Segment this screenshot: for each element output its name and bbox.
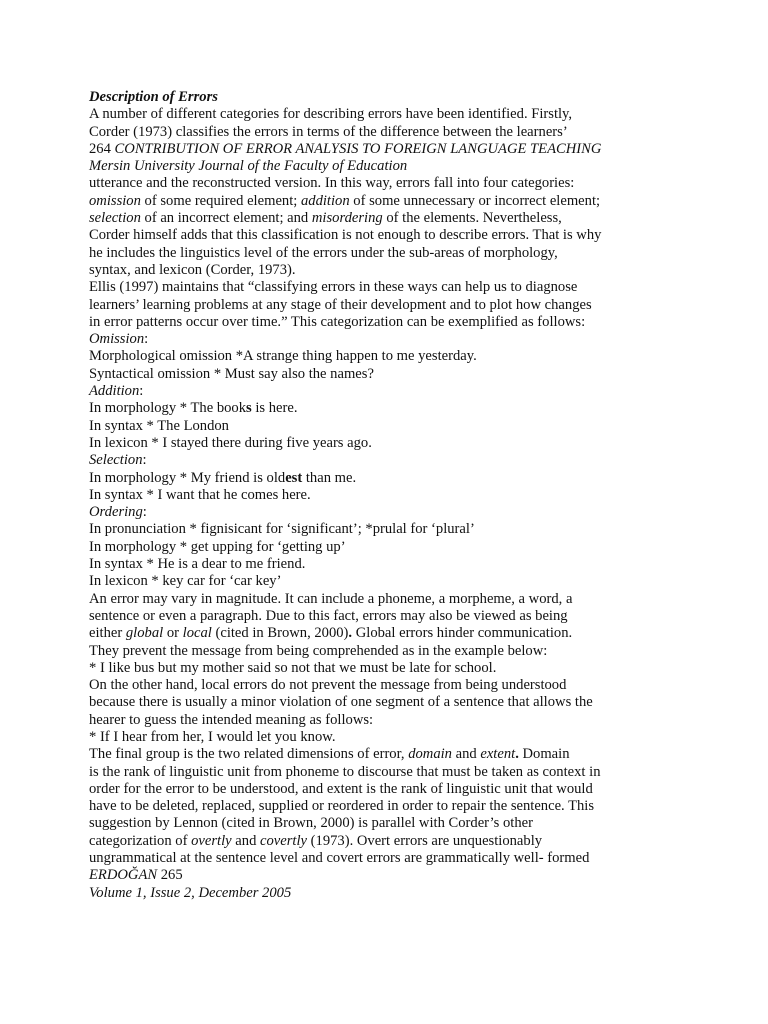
- addition-label: [89, 383, 729, 400]
- omission-example-1: Morphological omission *A strange thing happen to me yesterday.: [89, 348, 477, 365]
- text-fragment: and: [231, 832, 261, 849]
- text-fragment: is here.: [251, 400, 298, 417]
- label-colon: :: [144, 331, 149, 348]
- paragraph-4-line-3: [89, 625, 729, 642]
- ordering-example-2: In morphology * get upping for ‘getting up’: [89, 538, 346, 555]
- text-fragment: Global errors hinder communication.: [352, 625, 573, 642]
- paragraph-2-line-6: syntax, and lexicon (Corder, 1973).: [89, 261, 296, 278]
- omission-label-text: Omission: [89, 331, 145, 348]
- label-colon: :: [139, 383, 144, 400]
- ordering-label-text: Ordering: [89, 504, 143, 521]
- footer-page-number: 265: [157, 867, 183, 884]
- paragraph-3-line-3: in error patterns occur over time.” This categorization can be exemplified as follows:: [89, 313, 586, 330]
- addition-label-text: Addition: [89, 383, 140, 400]
- paragraph-6-line-3: order for the error to be understood, and extent is the rank of linguistic unit that would: [89, 780, 593, 797]
- paragraph-2-line-1: utterance and the reconstructed version. In this way, errors fall into four categories:: [89, 175, 575, 192]
- text-fragment: of the elements. Nevertheless,: [382, 210, 562, 227]
- text-fragment: and: [451, 746, 481, 763]
- text-fragment: (1973). Overt errors are unquestionably: [307, 832, 543, 849]
- paragraph-4-line-4: They prevent the message from being comprehended as in the example below:: [89, 642, 548, 659]
- paragraph-3-line-1: Ellis (1997) maintains that “classifying errors in these ways can help us to diagnose: [89, 279, 578, 296]
- running-head-journal: Mersin University Journal of the Faculty of Education: [89, 158, 408, 175]
- text-fragment: either: [89, 625, 126, 642]
- bold-period: .: [515, 746, 519, 763]
- paragraph-4-line-2: sentence or even a paragraph. Due to this fact, errors may also be viewed as being: [89, 607, 568, 624]
- paragraph-5-line-2: because there is usually a minor violation of one segment of a sentence that allows the: [89, 694, 593, 711]
- text-fragment: of some unnecessary or incorrect element;: [349, 192, 601, 209]
- text-fragment: of an incorrect element; and: [140, 210, 312, 227]
- term-covertly: covertly: [260, 832, 308, 849]
- section-heading: Description of Errors: [89, 89, 218, 105]
- text-fragment: than me.: [302, 469, 357, 486]
- term-misordering: misordering: [311, 210, 383, 227]
- addition-example-2: In syntax * The London: [89, 417, 229, 434]
- ordering-example-1: In pronunciation * fignisicant for ‘significant’; *prulal for ‘plural’: [89, 521, 475, 538]
- paragraph-4-line-1: An error may vary in magnitude. It can include a phoneme, a morpheme, a word, a: [89, 590, 573, 607]
- text-fragment: categorization of: [89, 832, 192, 849]
- ordering-label: [89, 504, 729, 521]
- paragraph-5-example: * If I hear from her, I would let you know.: [89, 728, 336, 745]
- omission-example-2: Syntactical omission * Must say also the names?: [89, 365, 374, 382]
- paragraph-5-line-3: hearer to guess the intended meaning as follows:: [89, 711, 374, 728]
- document-body: [89, 89, 729, 902]
- text-fragment: or: [163, 625, 183, 642]
- paragraph-1-line-1: A number of different categories for describing errors have been identified. Firstly,: [89, 106, 573, 123]
- footer-author: ERDOĞAN: [89, 867, 158, 884]
- term-overtly: overtly: [191, 832, 232, 849]
- paragraph-6-line-6: [89, 833, 729, 850]
- selection-example-1: [89, 470, 729, 487]
- addition-example-3: In lexicon * I stayed there during five years ago.: [89, 434, 372, 451]
- term-omission: omission: [89, 192, 141, 209]
- term-domain: domain: [408, 746, 452, 763]
- bold-morpheme: est: [285, 469, 303, 486]
- text-fragment: Domain: [518, 746, 570, 763]
- selection-example-2: In syntax * I want that he comes here.: [89, 486, 311, 503]
- term-global: global: [125, 625, 164, 642]
- paragraph-5-line-1: On the other hand, local errors do not prevent the message from being understood: [89, 677, 567, 694]
- paragraph-2-line-5: he includes the linguistics level of the errors under the sub-areas of morphology,: [89, 244, 558, 261]
- paragraph-6-line-5: suggestion by Lennon (cited in Brown, 2000) is parallel with Corder’s other: [89, 815, 533, 832]
- term-extent: extent: [480, 746, 516, 763]
- paragraph-2-line-2: [89, 193, 729, 210]
- bold-period: .: [348, 625, 353, 642]
- ordering-example-4: In lexicon * key car for ‘car key’: [89, 573, 282, 590]
- text-fragment: (cited in Brown, 2000): [211, 625, 349, 642]
- ordering-example-3: In syntax * He is a dear to me friend.: [89, 556, 306, 573]
- paragraph-4-example: * I like bus but my mother said so not that we must be late for school.: [89, 659, 497, 676]
- paragraph-6-line-7: ungrammatical at the sentence level and covert errors are grammatically well- formed: [89, 850, 590, 867]
- text-fragment: In morphology * The book: [89, 400, 247, 417]
- running-head: [89, 141, 729, 158]
- omission-label: [89, 331, 729, 348]
- paragraph-2-line-4: Corder himself adds that this classification is not enough to describe errors. That is why: [89, 227, 602, 244]
- text-fragment: of some required element;: [140, 192, 301, 209]
- running-head-page: 264: [89, 140, 111, 157]
- running-head-title: CONTRIBUTION OF ERROR ANALYSIS TO FOREIGN LANGUAGE TEACHING: [114, 140, 602, 157]
- footer-author-line: [89, 867, 729, 884]
- term-local: local: [182, 625, 212, 642]
- term-addition: addition: [300, 192, 350, 209]
- label-colon: :: [142, 504, 147, 521]
- paragraph-6-line-4: have to be deleted, replaced, supplied or reordered in order to repair the sentence. This: [89, 798, 595, 815]
- text-fragment: The final group is the two related dimensions of error,: [89, 746, 409, 763]
- bold-morpheme: s: [246, 400, 252, 417]
- selection-label: [89, 452, 729, 469]
- label-colon: :: [142, 452, 147, 469]
- paragraph-1-line-2: Corder (1973) classifies the errors in terms of the difference between the learners’: [89, 123, 568, 140]
- paragraph-2-line-3: [89, 210, 729, 227]
- term-selection: selection: [89, 210, 141, 227]
- paragraph-6-line-1: [89, 746, 729, 763]
- paragraph-3-line-2: learners’ learning problems at any stage of their development and to plot how changes: [89, 296, 592, 313]
- addition-example-1: [89, 400, 729, 417]
- selection-label-text: Selection: [89, 452, 143, 469]
- text-fragment: In morphology * My friend is old: [89, 469, 286, 486]
- paragraph-6-line-2: is the rank of linguistic unit from phoneme to discourse that must be taken as context in: [89, 763, 601, 780]
- footer-volume: Volume 1, Issue 2, December 2005: [89, 884, 292, 901]
